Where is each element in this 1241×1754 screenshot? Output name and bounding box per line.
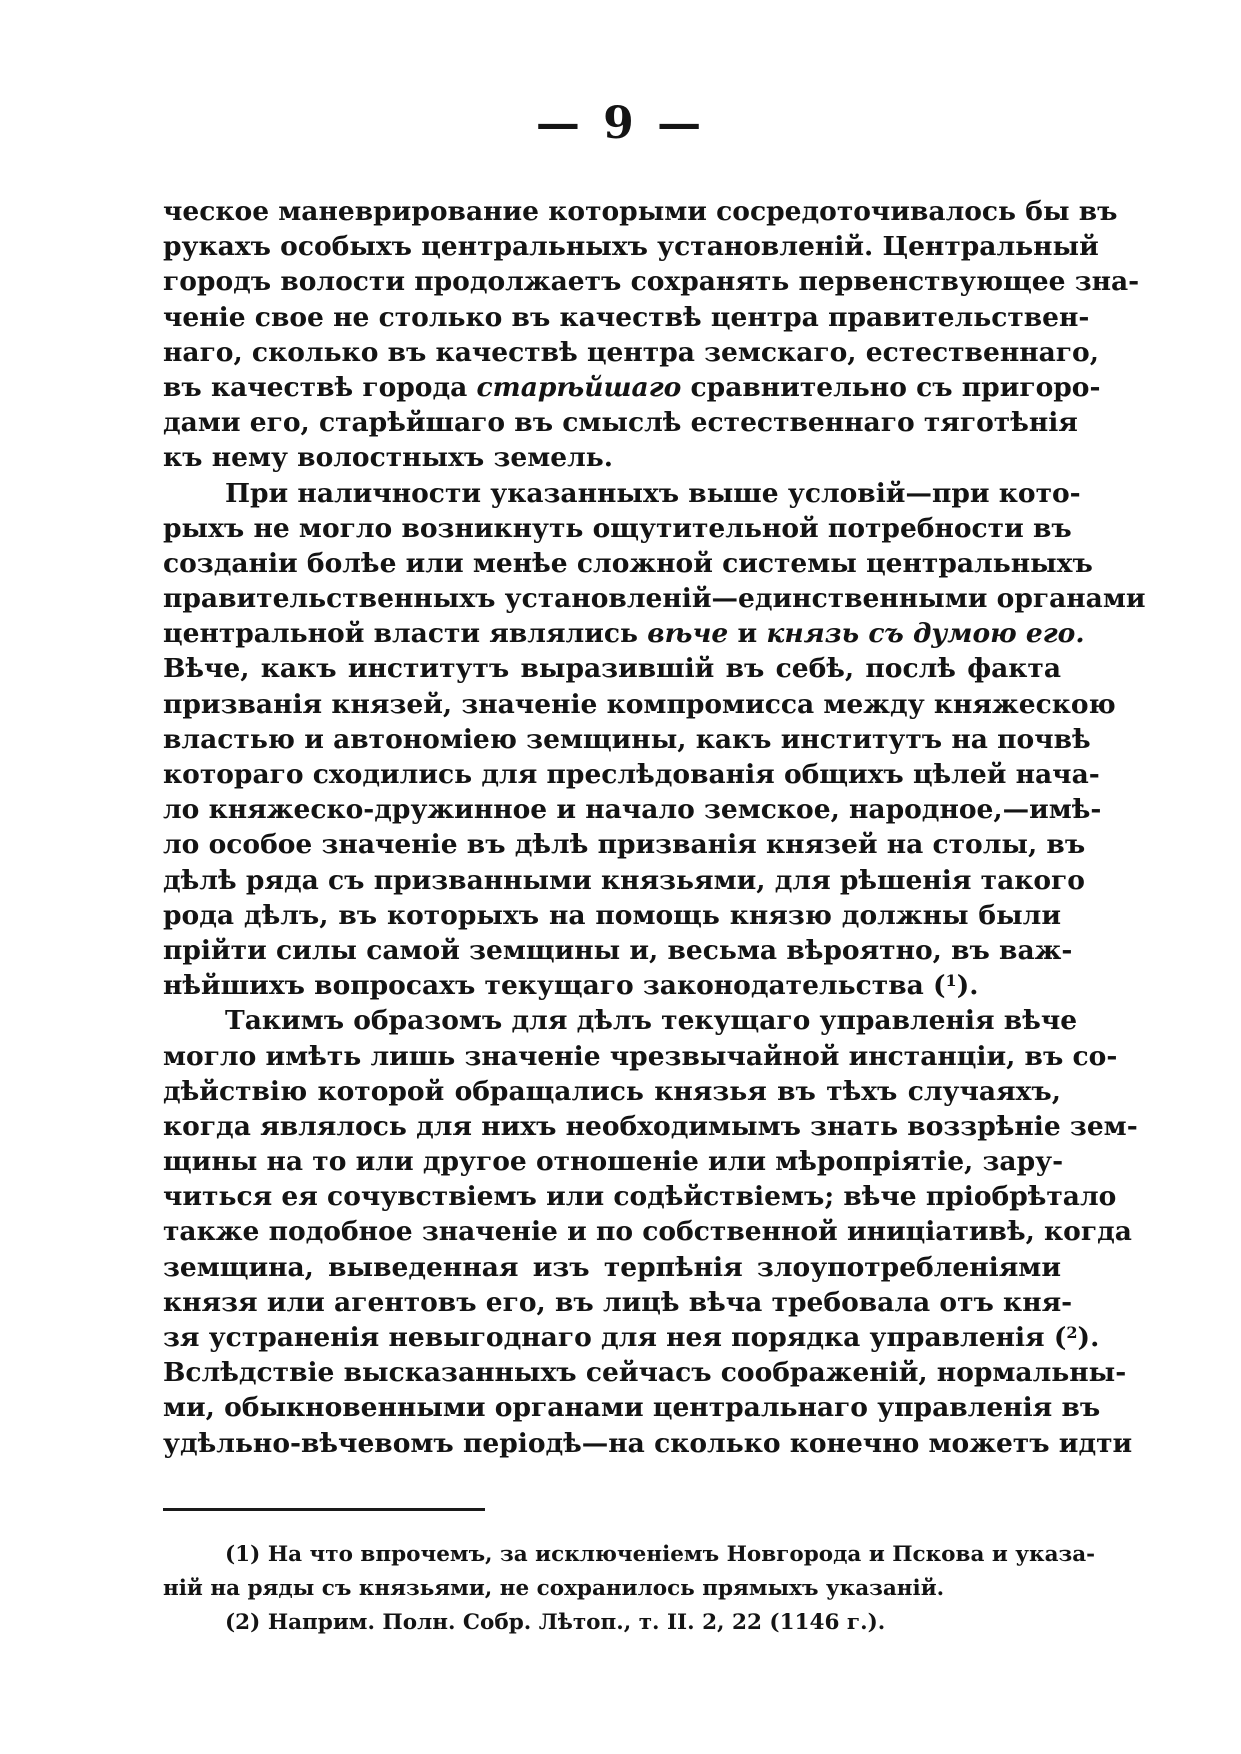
footnote-1 (163, 1538, 1096, 1572)
footnote-text: На что впрочемъ, за исключеніемъ Новгорода и Пскова и указа- (267, 1542, 1096, 1567)
text-line: городъ волости продолжаетъ сохранять первенствующее зна- (163, 266, 1140, 298)
text-line: наго, сколько въ качествѣ центра земскаго, естественнаго, (163, 336, 1099, 368)
text-line (163, 370, 1101, 405)
footnote-1-continued: ній на ряды съ князьями, не сохранилось прямыхъ указаній. (163, 1576, 945, 1601)
text-run: зя устраненія невыгоднаго для нея порядка управленія ( (163, 1322, 1067, 1353)
text-line: князя или агентовъ его, въ лицѣ вѣча требовала отъ кня- (163, 1286, 1073, 1318)
text-line: ми, обыкновенными органами центральнаго управленія въ (163, 1392, 1101, 1424)
text-run: ). (1077, 1322, 1100, 1353)
page-number: — 9 — (535, 98, 706, 149)
text-line: также подобное значеніе и по собственной иниціативѣ, когда (163, 1216, 1132, 1248)
footnote-mark: (1) (225, 1542, 261, 1567)
text-line: дами его, старѣйшаго въ смыслѣ естественнаго тяготѣнія (163, 407, 1078, 439)
text-line: рода дѣлъ, въ которыхъ на помощь князю должны были (163, 899, 1061, 931)
footnote-divider (163, 1508, 485, 1511)
text-line: ченіе свое не столько въ качествѣ центра правительствен- (163, 301, 1090, 333)
text-run: въ качествѣ города (163, 371, 468, 403)
text-line (163, 968, 1061, 1003)
text-line: рыхъ не могло возникнуть ощутительной потребности въ (163, 512, 1072, 544)
text-line: щины на то или другое отношеніе или мѣропріятіе, зару- (163, 1146, 1064, 1178)
text-line: удѣльно-вѣчевомъ періодѣ—на сколько конечно можетъ идти (163, 1427, 1133, 1459)
text-line: читься ея сочувствіемъ или содѣйствіемъ; вѣче пріобрѣтало (163, 1181, 1117, 1213)
text-line: ло княжеско-дружинное и начало земское, народное,—имѣ- (163, 794, 1102, 826)
text-run: нѣйшихъ вопросахъ текущаго законодательства ( (163, 970, 946, 1002)
text-line: дѣйствію которой обращались князья въ тѣхъ случаяхъ, (163, 1075, 1061, 1107)
footnotes (163, 1538, 1096, 1640)
text-line: призванія князей, значеніе компромисса между княжескою (163, 688, 1116, 720)
text-line: когда являлось для нихъ необходимымъ знать воззрѣніе зем- (163, 1110, 1138, 1142)
text-line: властью и автономіею земщины, какъ институтъ на почвѣ (163, 723, 1091, 755)
text-line: Вслѣдствіе высказанныхъ сейчасъ соображеній, нормальны- (163, 1357, 1127, 1389)
italic-run: князь съ думою его. (766, 618, 1085, 650)
footnote-ref: 2 (1066, 1323, 1078, 1342)
text-line: Такимъ образомъ для дѣлъ текущаго управленія вѣче (225, 1005, 1078, 1037)
text-line (163, 1320, 1100, 1355)
text-line: земщина, выведенная изъ терпѣнія злоупотребленіями (163, 1251, 1061, 1283)
italic-run: вѣче (647, 618, 729, 650)
footnote-text: Наприм. Полн. Собр. Лѣтоп., т. II. 2, 22 (1146 г.). (267, 1610, 886, 1635)
text-line: созданіи болѣе или менѣе сложной системы центральныхъ (163, 547, 1093, 579)
footnote-ref: 1 (945, 971, 957, 991)
text-line: прійти силы самой земщины и, весьма вѣроятно, въ важ- (163, 934, 1073, 966)
text-line (163, 616, 1085, 651)
footnote-2 (163, 1606, 1061, 1640)
text-run: сравнительно съ пригоро- (690, 371, 1101, 403)
text-line: При наличности указанныхъ выше условій—при кото- (225, 477, 1081, 509)
text-line: къ нему волостныхъ земель. (163, 442, 614, 474)
text-line: рукахъ особыхъ центральныхъ установленій. Центральный (163, 231, 1099, 263)
text-line: дѣлѣ ряда съ призванными князьями, для рѣшенія такого (163, 864, 1085, 896)
text-line: котораго сходились для преслѣдованія общихъ цѣлей нача- (163, 759, 1100, 790)
text-run: центральной власти являлись (163, 618, 638, 650)
text-run: и (737, 618, 758, 650)
text-line: могло имѣть лишь значеніе чрезвычайной инстанціи, въ со- (163, 1040, 1118, 1072)
text-line: ческое маневрирование которыми сосредоточивалось бы въ (163, 196, 1118, 227)
footnote-mark: (2) (225, 1610, 261, 1635)
body-text (163, 194, 1146, 1461)
text-line: правительственныхъ установленій—единственными органами (163, 583, 1146, 615)
italic-run: старѣйшаго (476, 371, 682, 403)
text-line: Вѣче, какъ институтъ выразившій въ себѣ, послѣ факта (163, 653, 1061, 685)
text-run: ). (956, 970, 979, 1002)
text-line: ло особое значеніе въ дѣлѣ призванія князей на столы, въ (163, 829, 1086, 861)
